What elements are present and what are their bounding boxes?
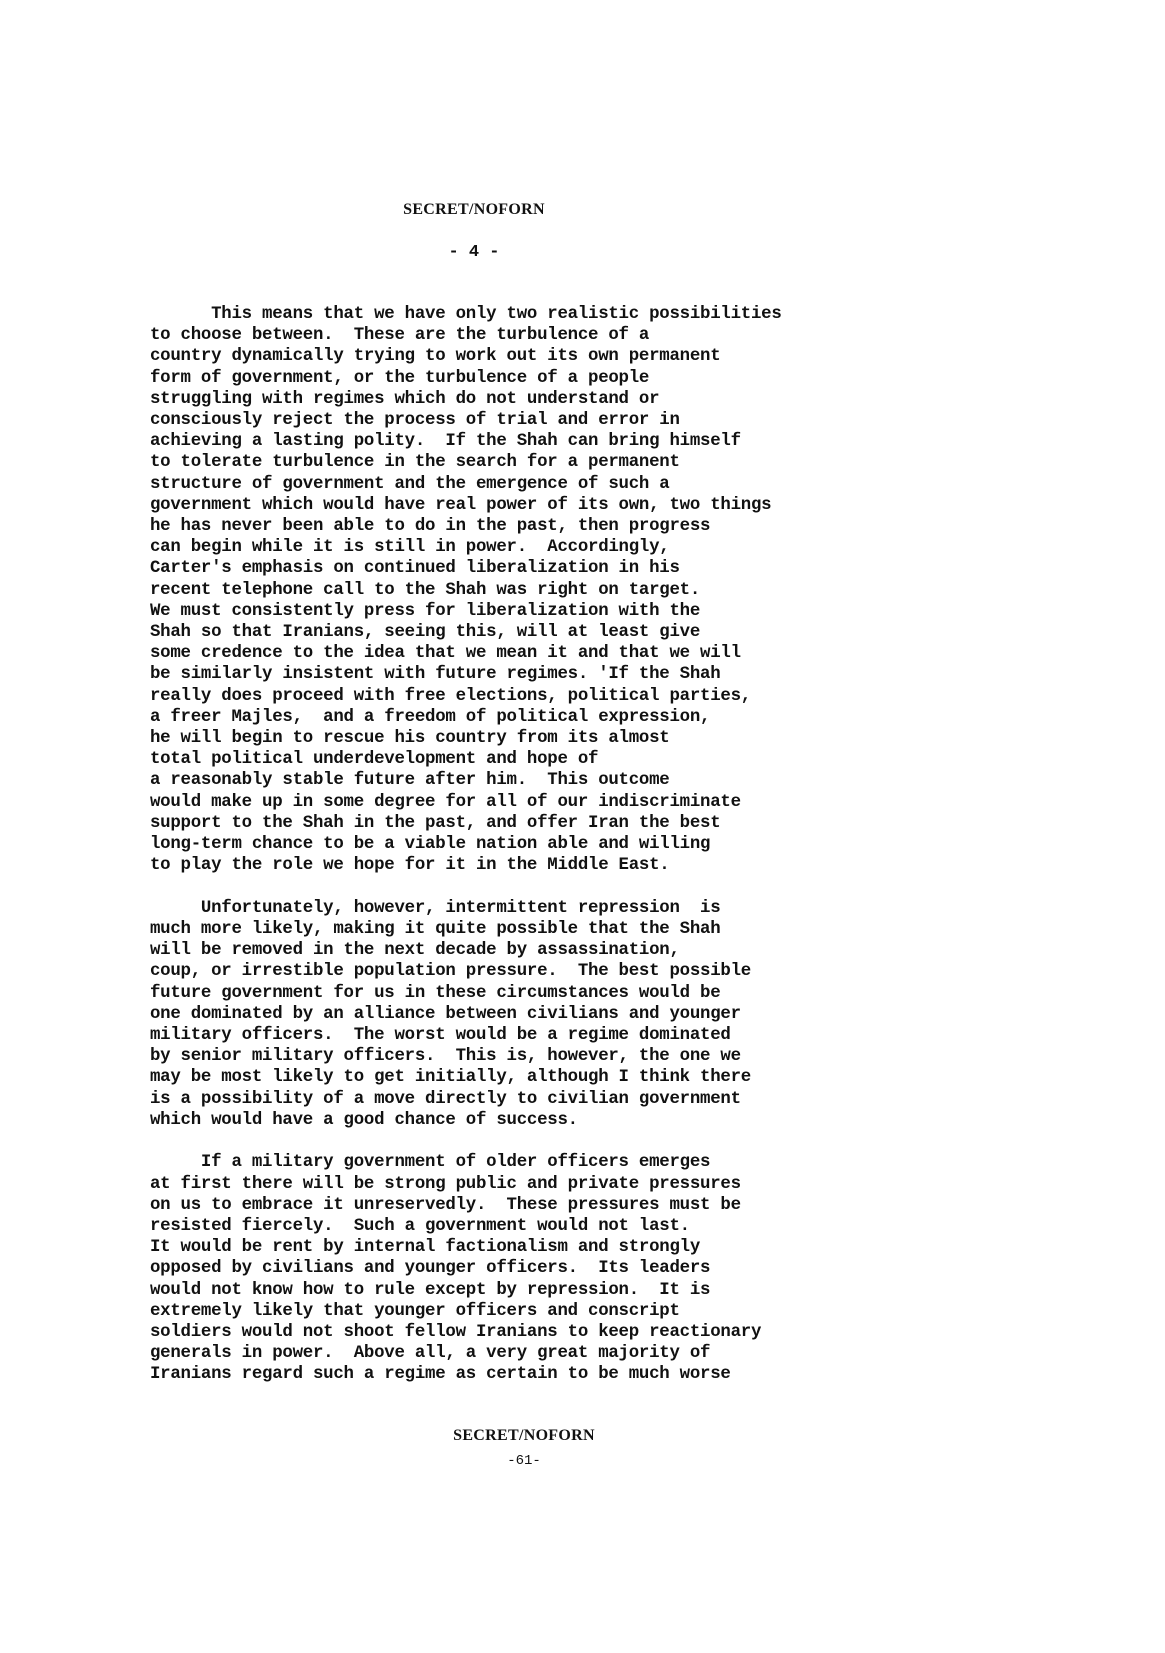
text-line: form of government, or the turbulence of a people [150,368,650,388]
text-line: long-term chance to be a viable nation able and willing [150,835,711,855]
text-line: consciously reject the process of trial and error in [150,411,680,431]
text-line: soldiers would not shoot fellow Iranians to keep reactionary [150,1322,762,1342]
text-line: to play the role we hope for it in the Middle East. [150,856,670,876]
text-line: opposed by civilians and younger officers. Its leaders [150,1259,711,1279]
text-line: to tolerate turbulence in the search for a permanent [150,453,680,473]
text-line: may be most likely to get initially, although I think there [150,1068,751,1088]
text-line: coup, or irrestible population pressure. The best possible [150,962,751,982]
text-line: achieving a lasting polity. If the Shah can bring himself [150,432,741,452]
paragraph-1 [150,304,940,876]
text-line: It would be rent by internal factionalism and strongly [150,1238,701,1258]
text-line: country dynamically trying to work out its own permanent [150,347,721,367]
text-line: structure of government and the emergence of such a [150,474,670,494]
text-line: Iranians regard such a regime as certain to be much worse [150,1365,731,1385]
text-line: Carter's emphasis on continued liberalization in his [150,559,680,579]
text-line: would not know how to rule except by repression. It is [150,1280,711,1300]
text-line: government which would have real power of its own, two things [150,495,772,515]
text-line: struggling with regimes which do not understand or [150,389,660,409]
text-line: he has never been able to do in the past, then progress [150,517,711,537]
text-line: at first there will be strong public and private pressures [150,1174,741,1194]
footer-classification: SECRET/NOFORN [453,1427,595,1444]
text-line: which would have a good chance of success. [150,1110,578,1130]
text-line: one dominated by an alliance between civilians and younger [150,1004,741,1024]
text-line: Unfortunately, however, intermittent repression is [150,898,721,918]
text-line: total political underdevelopment and hope of [150,750,599,770]
text-line: Shah so that Iranians, seeing this, will at least give [150,623,701,643]
paragraph-2 [150,898,940,1131]
text-line: military officers. The worst would be a regime dominated [150,1026,731,1045]
text-line: is a possibility of a move directly to civilian government [150,1089,741,1109]
internal-page-marker: - 4 - [448,243,500,262]
text-line: to choose between. These are the turbulence of a [150,326,650,346]
text-line: generals in power. Above all, a very great majority of [150,1344,711,1364]
text-line: really does proceed with free elections, political parties, [150,686,751,706]
text-line: future government for us in these circumstances would be [150,983,721,1003]
text-line: support to the Shah in the past, and offer Iran the best [150,813,721,833]
text-line: would make up in some degree for all of our indiscriminate [150,792,741,812]
text-line: some credence to the idea that we mean it and that we will [150,644,741,664]
text-line: resisted fiercely. Such a government would not last. [150,1216,690,1236]
text-line: will be removed in the next decade by assassination, [150,941,680,961]
text-line: extremely likely that younger officers and conscript [150,1301,680,1321]
text-line: We must consistently press for liberalization with the [150,601,701,621]
text-line: a freer Majles, and a freedom of political expression, [150,707,711,727]
text-line: a reasonably stable future after him. This outcome [150,771,670,791]
text-line: on us to embrace it unreservedly. These pressures must be [150,1195,741,1215]
memo-body [150,304,940,1407]
text-line: This means that we have only two realistic possibilities [150,305,782,324]
text-line: be similarly insistent with future regimes. 'If the Shah [150,665,721,685]
header-classification: SECRET/NOFORN [403,201,545,218]
text-line: recent telephone call to the Shah was right on target. [150,580,701,600]
text-line: he will begin to rescue his country from its almost [150,729,670,749]
page-number: -61- [507,1453,541,1469]
text-line: much more likely, making it quite possible that the Shah [150,919,721,939]
paragraph-3 [150,1152,940,1385]
text-line: If a military government of older officers emerges [150,1153,711,1173]
text-line: by senior military officers. This is, however, the one we [150,1047,741,1067]
text-line: can begin while it is still in power. Accordingly, [150,538,670,558]
